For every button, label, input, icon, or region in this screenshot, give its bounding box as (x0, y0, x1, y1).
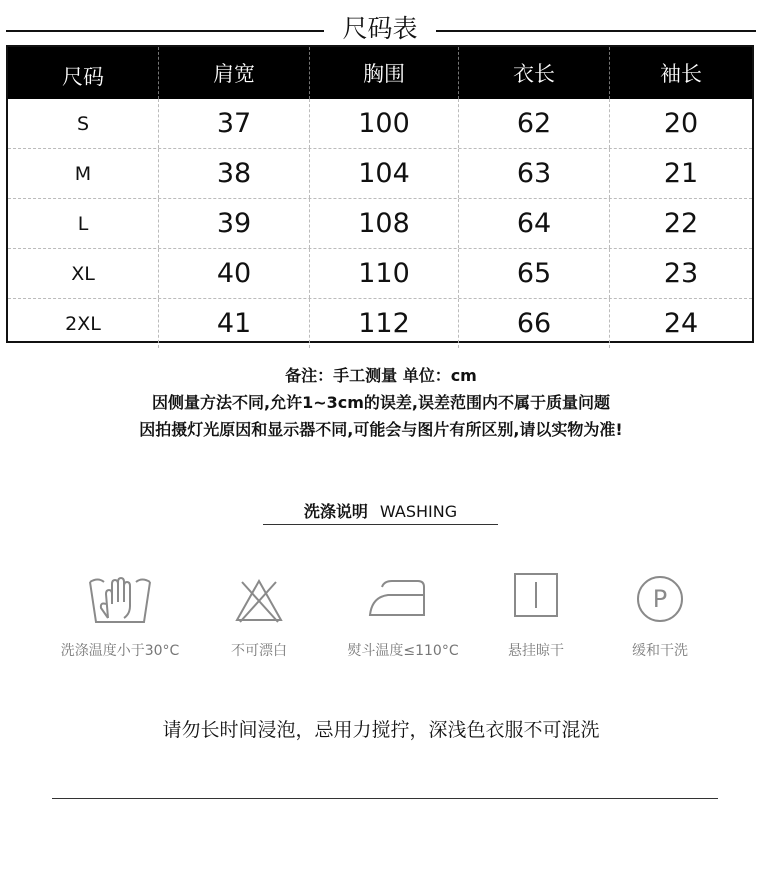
care-label-hand-wash: 洗涤温度小于30°C (60, 643, 180, 659)
cell-size: S (8, 99, 159, 148)
cell-chest: 112 (310, 299, 459, 348)
cell-size: M (8, 149, 159, 198)
washing-title-en: WASHING (379, 502, 458, 521)
size-chart-title: 尺码表 (342, 14, 418, 43)
cell-shoulder: 37 (159, 99, 310, 148)
cell-chest: 110 (310, 249, 459, 298)
cell-sleeve: 21 (663, 158, 699, 189)
cell-length: 66 (459, 299, 610, 348)
care-label-iron: 熨斗温度≤110°C (347, 643, 459, 659)
bottom-divider (52, 798, 718, 799)
hand-wash-icon (88, 574, 152, 626)
table-row (8, 198, 752, 248)
cell-sleeve: 23 (663, 258, 699, 289)
hang-dry-icon (513, 572, 559, 618)
cell-shoulder: 38 (159, 149, 310, 198)
care-label-hang-dry: 悬挂晾干 (508, 643, 564, 659)
washing-heading-underline (263, 524, 498, 525)
header-chest: 胸围 (310, 47, 459, 99)
header-size: 尺码 (8, 47, 159, 99)
note-line-color-disclaimer: 因拍摄灯光原因和显示器不同,可能会与图片有所区别,请以实物为准! (139, 420, 623, 439)
table-row (8, 298, 752, 348)
note-line-tolerance: 因侧量方法不同,允许1~3cm的误差,误差范围内不属于质量问题 (152, 393, 610, 412)
cell-chest: 108 (310, 199, 459, 248)
note-line-unit: 备注：手工测量 单位：cm (285, 366, 477, 385)
iron-icon (368, 577, 428, 619)
title-rule-right (436, 30, 756, 32)
table-row (8, 99, 752, 148)
cell-size: L (8, 199, 159, 248)
cell-size: XL (8, 249, 159, 298)
cell-chest: 104 (310, 149, 459, 198)
cell-sleeve: 22 (663, 208, 699, 239)
care-label-no-bleach: 不可漂白 (231, 643, 287, 659)
cell-sleeve: 24 (663, 308, 699, 339)
table-body (8, 99, 752, 348)
washing-heading (263, 500, 498, 526)
cell-length: 62 (459, 99, 610, 148)
washing-warning: 请勿长时间浸泡，忌用力搅拧，深浅色衣服不可混洗 (162, 719, 600, 741)
header-shoulder: 肩宽 (159, 47, 310, 99)
cell-length: 63 (459, 149, 610, 198)
cell-length: 64 (459, 199, 610, 248)
cell-length: 65 (459, 249, 610, 298)
cell-shoulder: 39 (159, 199, 310, 248)
table-header-row (8, 47, 752, 99)
cell-shoulder: 40 (159, 249, 310, 298)
measurement-notes (0, 362, 762, 443)
cell-sleeve: 20 (663, 108, 699, 139)
size-table (6, 45, 754, 343)
cell-chest: 100 (310, 99, 459, 148)
no-bleach-icon (234, 578, 284, 624)
care-label-dry-clean: 缓和干洗 (632, 643, 688, 659)
cell-shoulder: 41 (159, 299, 310, 348)
table-row (8, 148, 752, 198)
dry-clean-p-icon (635, 574, 685, 624)
cell-size: 2XL (8, 299, 159, 348)
title-rule-left (6, 30, 324, 32)
header-sleeve: 袖长 (660, 62, 702, 86)
header-length: 衣长 (459, 47, 610, 99)
dry-clean-letter: P (652, 585, 668, 613)
table-row (8, 248, 752, 298)
size-chart-title-bar (6, 8, 756, 48)
washing-title-cn: 洗涤说明 (303, 502, 368, 521)
